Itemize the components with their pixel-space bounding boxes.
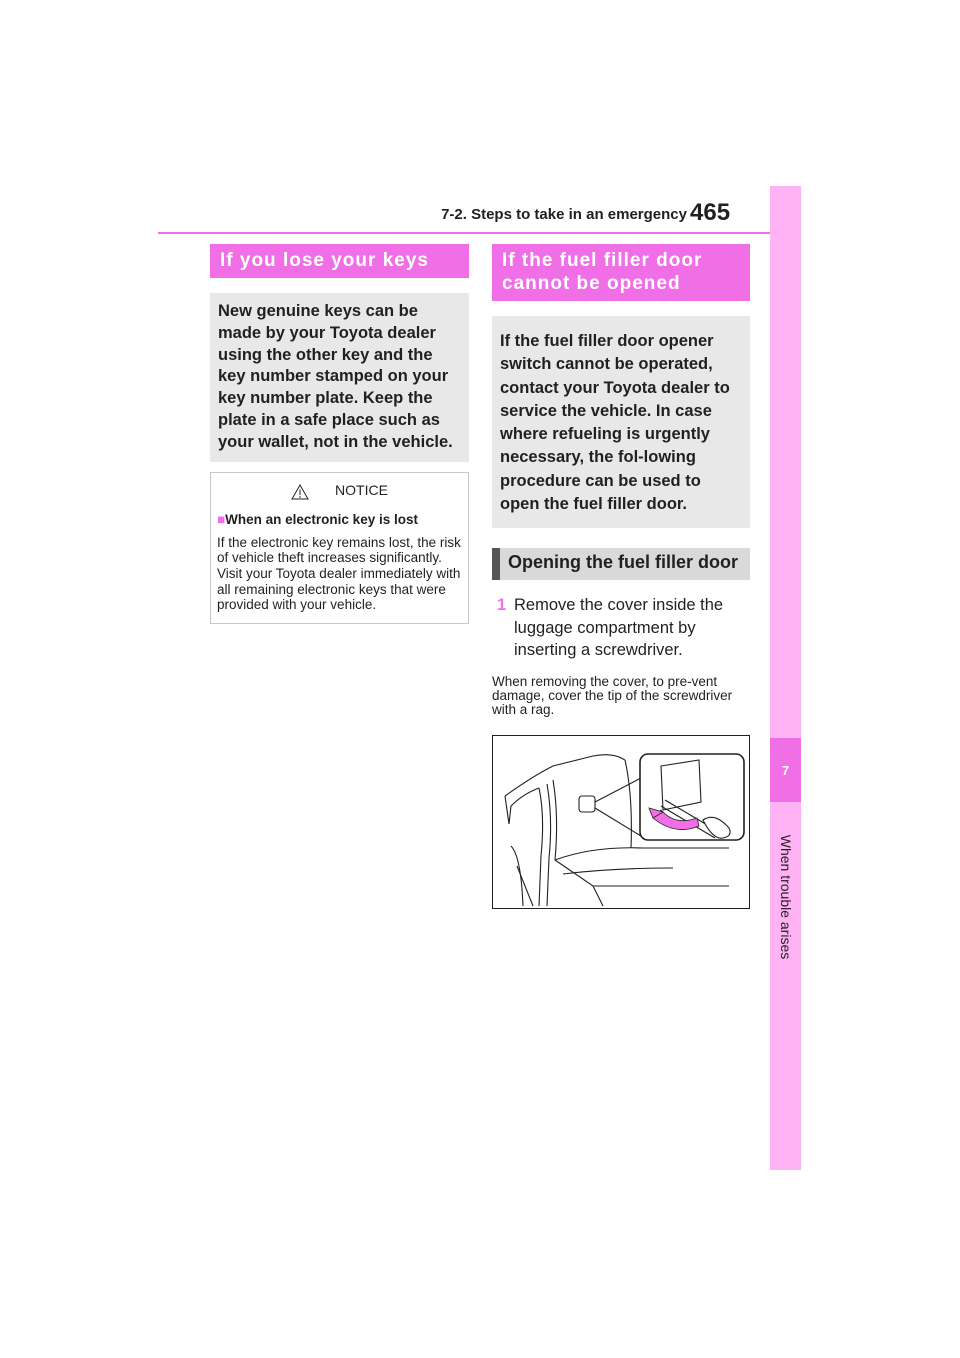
step-text: Remove the cover inside the luggage compartment by inserting a screwdriver. [514, 596, 724, 660]
section-title: 7-2. Steps to take in an emergency [441, 206, 687, 223]
page-number: 465 [690, 199, 731, 226]
chapter-side-tab [770, 186, 801, 1170]
notice-header [217, 479, 462, 501]
luggage-cover-diagram [493, 736, 749, 908]
header-rule [158, 232, 770, 234]
notice-subtitle-row [217, 511, 462, 529]
bullet-square-icon: ■ [217, 511, 226, 527]
step-note: When removing the cover, to pre-vent damage, cover the tip of the screwdriver with a rag. [492, 673, 733, 718]
fuel-door-info-box: If the fuel filler door opener switch cannot be operated, contact your Toyota dealer to service the vehicle. In case where refueling is urgently necessary, the fol-lowing procedure can be used to open the fuel filler door. [492, 316, 750, 528]
notice-box [210, 472, 469, 625]
notice-text: If the electronic key remains lost, the risk of vehicle theft increases significantly. Visit your Toyota dealer immediately with all remaining electronic keys that were provided with your vehicle. [217, 534, 461, 613]
left-column [210, 244, 469, 624]
fuel-door-heading: If the fuel filler door cannot be opened [492, 244, 750, 301]
step-number: 1 [497, 596, 507, 615]
warning-triangle-icon [291, 484, 309, 500]
notice-label: NOTICE [335, 481, 388, 498]
chapter-title: When trouble arises [778, 834, 794, 960]
luggage-compartment-illustration [492, 735, 750, 909]
notice-subtitle: When an electronic key is lost [225, 511, 418, 527]
lost-keys-info-box: New genuine keys can be made by your Toyota dealer using the other key and the key number stamped on your key number plate. Keep the plate in a safe place such as your wallet, not in the vehicle. [210, 293, 469, 462]
chapter-number: 7 [770, 738, 801, 802]
lost-keys-heading: If you lose your keys [210, 244, 469, 278]
procedure-step [492, 594, 750, 662]
right-column [492, 244, 750, 909]
opening-fuel-door-subheading: Opening the fuel filler door [492, 548, 750, 580]
